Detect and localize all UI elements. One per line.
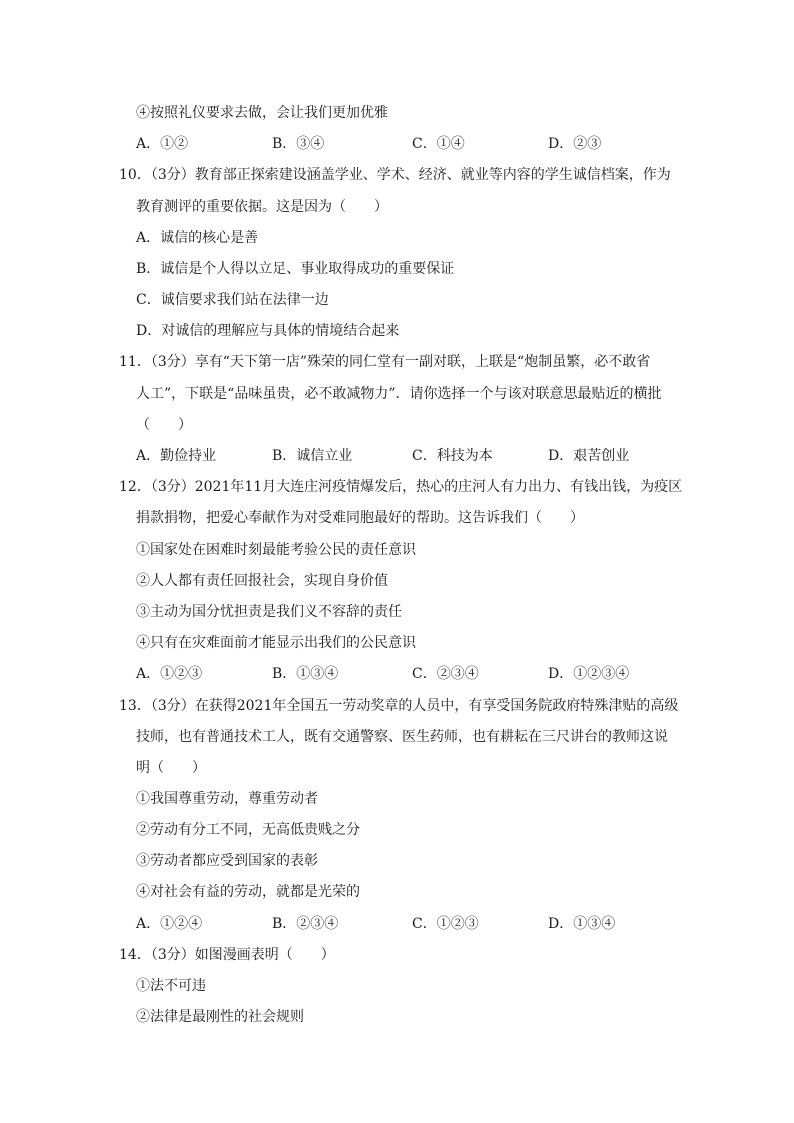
q10-option-a[interactable]: A．诚信的核心是善 — [136, 230, 259, 246]
q11-stem-line-1: 11．（3分）享有“天下第一店”殊荣的同仁堂有一副对联，上联是“炮制虽繁，必不敢省 — [119, 354, 651, 370]
q11-stem-line-2: 人工”，下联是“品味虽贵，必不敢减物力”．请你选择一个与该对联意思最贴近的横批 — [136, 386, 662, 402]
q12-option-b[interactable]: B．①③④ — [272, 666, 339, 682]
q12-statement-4: ④只有在灾难面前才能显示出我们的公民意识 — [136, 635, 416, 651]
q12-statement-1: ①国家处在困难时刻最能考验公民的责任意识 — [136, 542, 416, 558]
q11-option-c[interactable]: C．科技为本 — [412, 448, 493, 464]
q14-statement-2: ②法律是最刚性的社会规则 — [136, 1009, 304, 1025]
q14-stem-line-1: 14．（3分）如图漫画表明（ ） — [119, 947, 335, 963]
q11-option-b[interactable]: B．诚信立业 — [272, 448, 353, 464]
q10-stem-line-1: 10．（3分）教育部正探索建设涵盖学业、学术、经济、就业等内容的学生诚信档案，作为 — [119, 167, 671, 183]
q13-option-b[interactable]: B．②③④ — [272, 916, 339, 932]
q14-statement-1: ①法不可违 — [136, 978, 206, 994]
q12-statement-2: ②人人都有责任回报社会，实现自身价值 — [136, 573, 388, 589]
q13-statement-4: ④对社会有益的劳动，就都是光荣的 — [136, 884, 360, 900]
q9-option-a[interactable]: A．①② — [136, 136, 189, 152]
q10-option-d[interactable]: D．对诚信的理解应与具体的情境结合起来 — [136, 323, 400, 339]
q10-option-b[interactable]: B．诚信是个人得以立足、事业取得成功的重要保证 — [136, 261, 455, 277]
q13-option-d[interactable]: D．①③④ — [548, 916, 616, 932]
q9-option-c[interactable]: C．①④ — [412, 136, 465, 152]
q13-stem-line-2: 技师，也有普通技术工人，既有交通警察、医生药师，也有耕耘在三尺讲台的教师这说 — [136, 729, 668, 745]
q13-statement-3: ③劳动者都应受到国家的表彰 — [136, 853, 318, 869]
q12-stem-line-1: 12．（3分）2021年11月大连庄河疫情爆发后，热心的庄河人有力出力、有钱出钱，为疫区 — [119, 479, 683, 495]
q9-option-b[interactable]: B．③④ — [272, 136, 325, 152]
q13-option-a[interactable]: A．①②④ — [136, 916, 203, 932]
q12-statement-3: ③主动为国分忧担责是我们义不容辞的责任 — [136, 604, 402, 620]
q11-option-d[interactable]: D．艰苦创业 — [548, 448, 630, 464]
q12-option-c[interactable]: C．②③④ — [412, 666, 479, 682]
q13-statement-2: ②劳动有分工不同，无高低贵贱之分 — [136, 822, 360, 838]
q12-option-a[interactable]: A．①②③ — [136, 666, 203, 682]
q11-stem-line-3: （ ） — [136, 417, 192, 433]
q11-option-a[interactable]: A．勤俭持业 — [136, 448, 217, 464]
q9-option-d[interactable]: D．②③ — [548, 136, 602, 152]
q13-statement-1: ①我国尊重劳动，尊重劳动者 — [136, 791, 318, 807]
q13-stem-line-1: 13．（3分）在获得2021年全国五一劳动奖章的人员中，有享受国务院政府特殊津贴的高级 — [119, 698, 679, 714]
q13-option-c[interactable]: C．①②③ — [412, 916, 479, 932]
q12-option-d[interactable]: D．①②③④ — [548, 666, 630, 682]
q10-option-c[interactable]: C．诚信要求我们站在法律一边 — [136, 292, 329, 308]
q9-statement-4: ④按照礼仪要求去做，会让我们更加优雅 — [136, 105, 388, 121]
q10-stem-line-2: 教育测评的重要依据。这是因为（ ） — [136, 199, 388, 215]
q12-stem-line-2: 捐款捐物，把爱心奉献作为对受难同胞最好的帮助。这告诉我们（ ） — [136, 510, 584, 526]
q13-stem-line-3: 明（ ） — [136, 760, 206, 776]
